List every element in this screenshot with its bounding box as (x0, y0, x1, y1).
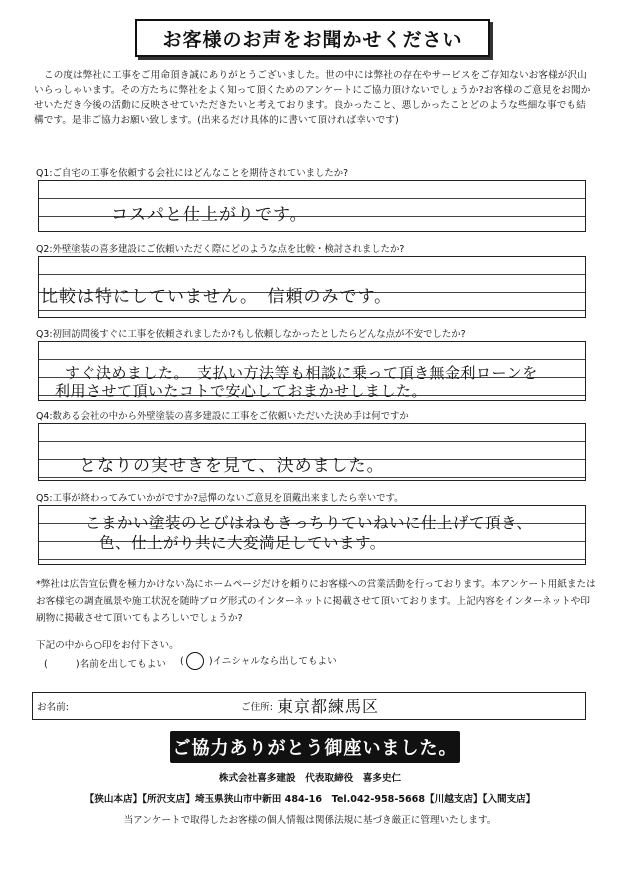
question-3-answer-box (38, 341, 586, 401)
question-3-label: Q3:初回訪問後すぐに工事を依頼されましたか?もし依頼しなかったとしたらどんな点が不安でしたか? (36, 329, 466, 340)
choice-option-name[interactable] (44, 656, 166, 670)
question-5-answer-line-2: 色、仕上がり共に大変満足しています。 (99, 534, 386, 552)
choice-option-initials[interactable] (180, 652, 337, 670)
publication-note: *弊社は広告宣伝費を極力かけない為にホームページだけを頼りにお客様への営業活動を行っております。本アンケート用紙またはお客様宅の調査風景や施工状況を随時ブログ形式のインターネットに掲載させて頂いております。上記内容をインターネットや印刷物に掲載させて頂いてもよろしいでしょうか? (36, 579, 596, 624)
question-3-answer-line-1: すぐ決めました。 支払い方法等も相談に乗って頂き無金利ローンを (65, 364, 538, 382)
intro-text: この度は弊社に工事をご用命頂き誠にありがとうございました。世の中には弊社の存在やサービスをご存知ないお客様が沢山いらっしゃいます。その方たちに弊社をよく知って頂くためのアンケートにご協力頂けないでしょうか?お客様のご意見をお聞かせいただき今後の活動に反映させていただきたいと考えております。良かったこと、悪しかったことどのような些細な事でも結構です。是非ご協力お願い致します。(出来るだけ具体的に書いて頂ければ幸いです) (34, 70, 591, 126)
question-1-answer-box (38, 180, 586, 232)
branches-line: 【狭山本店】【所沢支店】埼玉県狭山市中新田 484-16 Tel.042-958-5668【川越支店】【入間支店】 (84, 794, 536, 805)
question-5-answer-box (38, 505, 586, 565)
name-label: お名前: (37, 702, 70, 713)
privacy-line: 当アンケートで取得したお客様の個人情報は関係法規に基づき厳正に管理いたします。 (123, 815, 497, 826)
address-label: ご住所: (241, 702, 274, 713)
question-2-answer-line-1: 比較は特にしていません。 信頼のみです。 (41, 287, 393, 307)
question-2-label: Q2:外壁塗装の喜多建設にご依頼いただく際にどのような点を比較・検討されましたか? (36, 244, 405, 255)
question-2-answer-box (38, 256, 586, 318)
question-5-answer-line-1: こまかい塗装のとびはねもきっちりていねいに仕上げて頂き、 (85, 514, 533, 532)
contact-box (32, 692, 586, 720)
question-4-label: Q4:数ある会社の中から外壁塗装の喜多建設に工事をご依頼いただいた決め手は何ですか (36, 411, 409, 422)
question-4-answer-line-1: となりの実せきを見て、決めました。 (79, 456, 385, 476)
choice-prompt: 下記の中から○印をお付下さい。 (36, 640, 179, 651)
address-value: 東京都練馬区 (277, 697, 380, 716)
choice-label-initials: )イニシャルなら出してもよい (208, 656, 337, 667)
thanks-banner: ご協力ありがとう御座いました。 (170, 731, 460, 763)
choice-open-paren: ( (180, 656, 184, 667)
question-1-label: Q1:ご自宅の工事を依頼する会社にはどんなことを期待されていましたか? (36, 168, 349, 179)
choice-label-name: )名前を出してもよい (75, 659, 166, 670)
question-4-answer-box (38, 423, 586, 481)
choice-open-paren: ( (44, 659, 48, 670)
question-3-answer-line-2: 利用させて頂いたコトで安心しておまかせしました。 (55, 382, 428, 400)
selected-circle-icon (186, 652, 204, 670)
page-title: お客様のお声をお聞かせください (135, 19, 490, 57)
company-line: 株式会社喜多建設 代表取締役 喜多史仁 (218, 773, 402, 784)
question-5-label: Q5:工事が終わってみていかがですか?忌憚のないご意見を頂戴出来ましたら幸いです。 (36, 493, 404, 504)
question-1-answer-line-1: コスパと仕上がりです。 (111, 205, 308, 225)
